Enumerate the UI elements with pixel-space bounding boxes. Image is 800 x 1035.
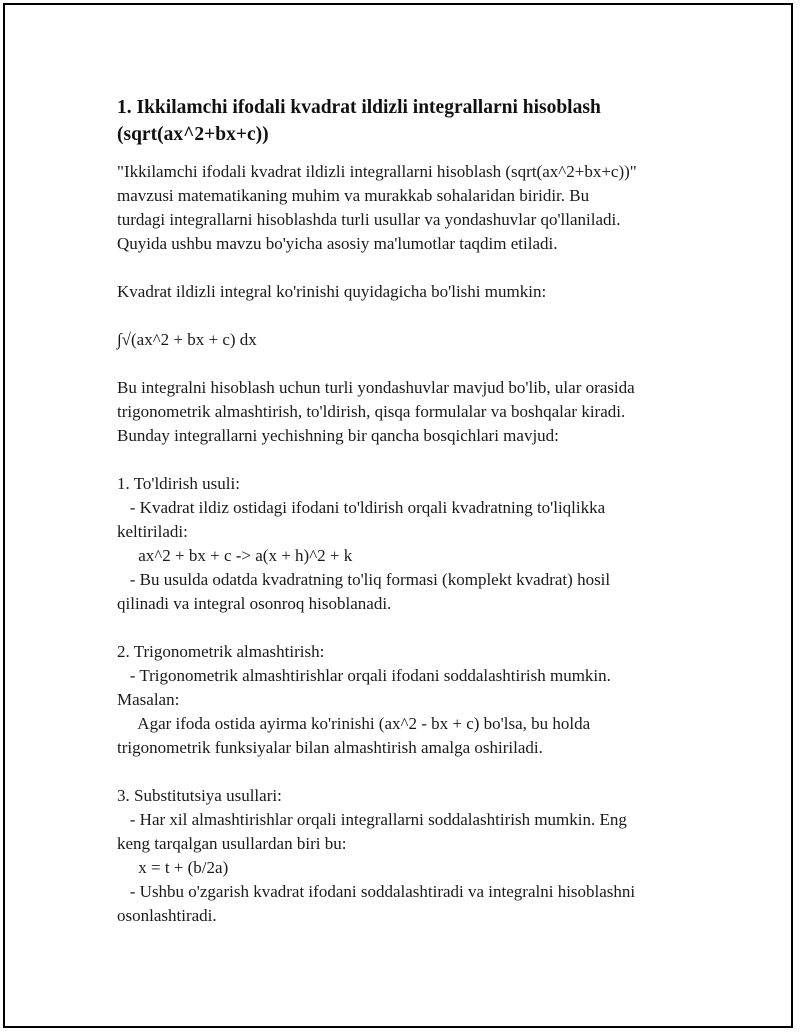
text-line: trigonometrik almashtirish, to'ldirish, qisqa formulalar va boshqalar kiradi. <box>117 402 626 421</box>
text-line: - Ushbu o'zgarish kvadrat ifodani soddalashtiradi va integralni hisoblashni <box>117 882 636 901</box>
blank-line <box>117 352 697 376</box>
blank-line <box>117 448 697 472</box>
text-line: "Ikkilamchi ifodali kvadrat ildizli integrallarni hisoblash (sqrt(ax^2+bx+c))" <box>117 162 637 181</box>
document-title <box>117 94 697 148</box>
title-line-2: (sqrt(ax^2+bx+c)) <box>117 124 269 145</box>
text-line: 1. To'ldirish usuli: <box>117 474 240 493</box>
text-line: keltiriladi: <box>117 522 188 541</box>
text-line: - Kvadrat ildiz ostidagi ifodani to'ldirish orqali kvadratning to'liqlikka <box>117 498 606 517</box>
text-line: turdagi integrallarni hisoblashda turli usullar va yondashuvlar qo'llaniladi. <box>117 210 621 229</box>
blank-line <box>117 616 697 640</box>
text-line: osonlashtiradi. <box>117 906 217 925</box>
text-line: mavzusi matematikaning muhim va murakkab sohalaridan biridir. Bu <box>117 186 590 205</box>
text-line: 2. Trigonometrik almashtirish: <box>117 642 325 661</box>
text-line: x = t + (b/2a) <box>117 858 229 877</box>
blank-line <box>117 256 697 280</box>
text-line: trigonometrik funksiyalar bilan almashtirish amalga oshiriladi. <box>117 738 543 757</box>
text-line: - Har xil almashtirishlar orqali integrallarni soddalashtirish mumkin. Eng <box>117 810 627 829</box>
text-line: ax^2 + bx + c -> a(x + h)^2 + k <box>117 546 353 565</box>
text-line: 3. Substitutsiya usullari: <box>117 786 282 805</box>
document-body <box>117 94 697 928</box>
text-line: keng tarqalgan usullardan biri bu: <box>117 834 347 853</box>
text-line: qilinadi va integral osonroq hisoblanadi. <box>117 594 392 613</box>
blank-line <box>117 760 697 784</box>
text-line: Agar ifoda ostida ayirma ko'rinishi (ax^2 - bx + c) bo'lsa, bu holda <box>117 714 591 733</box>
body-text <box>117 160 697 928</box>
text-line: Masalan: <box>117 690 180 709</box>
text-line: - Bu usulda odatda kvadratning to'liq formasi (komplekt kvadrat) hosil <box>117 570 611 589</box>
text-line: Bu integralni hisoblash uchun turli yondashuvlar mavjud bo'lib, ular orasida <box>117 378 635 397</box>
text-line: ∫√(ax^2 + bx + c) dx <box>117 330 257 349</box>
text-line: Kvadrat ildizli integral ko'rinishi quyidagicha bo'lishi mumkin: <box>117 282 547 301</box>
text-line: Bunday integrallarni yechishning bir qancha bosqichlari mavjud: <box>117 426 559 445</box>
title-line-1: 1. Ikkilamchi ifodali kvadrat ildizli integrallarni hisoblash <box>117 97 601 118</box>
text-line: Quyida ushbu mavzu bo'yicha asosiy ma'lumotlar taqdim etiladi. <box>117 234 558 253</box>
blank-line <box>117 304 697 328</box>
text-line: - Trigonometrik almashtirishlar orqali ifodani soddalashtirish mumkin. <box>117 666 611 685</box>
